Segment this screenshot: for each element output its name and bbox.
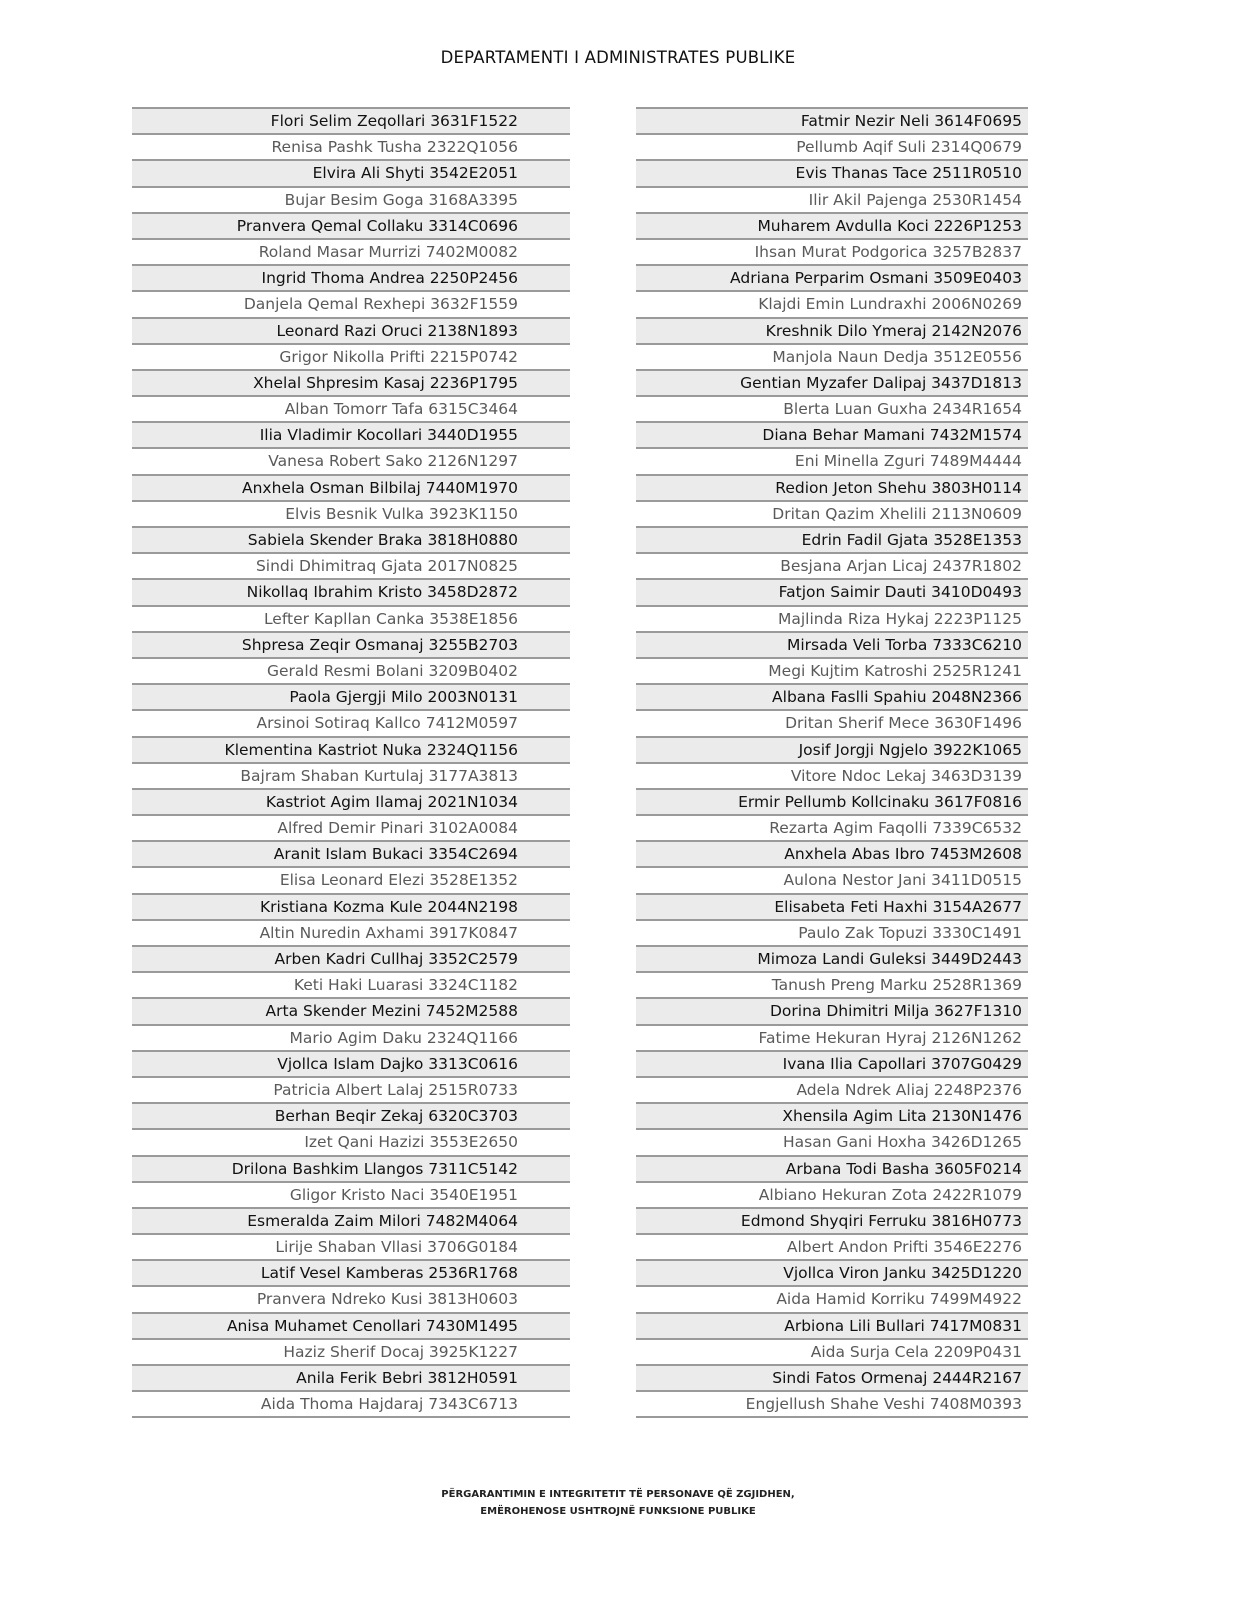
list-item: Paola Gjergji Milo 2003N0131 xyxy=(132,683,570,709)
list-item: Arbiona Lili Bullari 7417M0831 xyxy=(636,1312,1028,1338)
list-item: Mirsada Veli Torba 7333C6210 xyxy=(636,631,1028,657)
list-item: Gligor Kristo Naci 3540E1951 xyxy=(132,1181,570,1207)
list-item: Bujar Besim Goga 3168A3395 xyxy=(132,186,570,212)
list-item: Engjellush Shahe Veshi 7408M0393 xyxy=(636,1390,1028,1416)
list-item: Mimoza Landi Guleksi 3449D2443 xyxy=(636,945,1028,971)
list-item: Aida Hamid Korriku 7499M4922 xyxy=(636,1285,1028,1311)
list-item: Patricia Albert Lalaj 2515R0733 xyxy=(132,1076,570,1102)
list-item: Sindi Fatos Ormenaj 2444R2167 xyxy=(636,1364,1028,1390)
footer-line-2: EMËROHENOSE USHTROJNË FUNKSIONE PUBLIKE xyxy=(480,1506,756,1517)
list-item: Latif Vesel Kamberas 2536R1768 xyxy=(132,1259,570,1285)
list-item: Majlinda Riza Hykaj 2223P1125 xyxy=(636,605,1028,631)
list-item: Aranit Islam Bukaci 3354C2694 xyxy=(132,840,570,866)
list-item: Fatmir Nezir Neli 3614F0695 xyxy=(636,107,1028,133)
list-item: Pranvera Ndreko Kusi 3813H0603 xyxy=(132,1285,570,1311)
list-item: Gerald Resmi Bolani 3209B0402 xyxy=(132,657,570,683)
list-item: Gentian Myzafer Dalipaj 3437D1813 xyxy=(636,369,1028,395)
list-item: Tanush Preng Marku 2528R1369 xyxy=(636,971,1028,997)
list-item: Adela Ndrek Aliaj 2248P2376 xyxy=(636,1076,1028,1102)
list-item: Evis Thanas Tace 2511R0510 xyxy=(636,159,1028,185)
list-item: Albert Andon Prifti 3546E2276 xyxy=(636,1233,1028,1259)
list-item: Haziz Sherif Docaj 3925K1227 xyxy=(132,1338,570,1364)
list-item: Edrin Fadil Gjata 3528E1353 xyxy=(636,526,1028,552)
list-item: Mario Agim Daku 2324Q1166 xyxy=(132,1024,570,1050)
list-item: Elvira Ali Shyti 3542E2051 xyxy=(132,159,570,185)
list-item: Xhelal Shpresim Kasaj 2236P1795 xyxy=(132,369,570,395)
list-item: Albana Faslli Spahiu 2048N2366 xyxy=(636,683,1028,709)
list-item: Hasan Gani Hoxha 3426D1265 xyxy=(636,1128,1028,1154)
list-item: Pranvera Qemal Collaku 3314C0696 xyxy=(132,212,570,238)
list-item: Keti Haki Luarasi 3324C1182 xyxy=(132,971,570,997)
list-item: Lirije Shaban Vllasi 3706G0184 xyxy=(132,1233,570,1259)
list-item: Grigor Nikolla Prifti 2215P0742 xyxy=(132,343,570,369)
list-item: Arbana Todi Basha 3605F0214 xyxy=(636,1155,1028,1181)
list-item: Ivana Ilia Capollari 3707G0429 xyxy=(636,1050,1028,1076)
list-item: Kastriot Agim Ilamaj 2021N1034 xyxy=(132,788,570,814)
list-item: Elisabeta Feti Haxhi 3154A2677 xyxy=(636,893,1028,919)
list-item: Vanesa Robert Sako 2126N1297 xyxy=(132,447,570,473)
list-item: Anxhela Abas Ibro 7453M2608 xyxy=(636,840,1028,866)
left-name-list xyxy=(132,107,570,1418)
list-item: Kristiana Kozma Kule 2044N2198 xyxy=(132,893,570,919)
list-item: Megi Kujtim Katroshi 2525R1241 xyxy=(636,657,1028,683)
list-item: Renisa Pashk Tusha 2322Q1056 xyxy=(132,133,570,159)
list-item: Bajram Shaban Kurtulaj 3177A3813 xyxy=(132,762,570,788)
list-item: Klajdi Emin Lundraxhi 2006N0269 xyxy=(636,290,1028,316)
list-item: Elisa Leonard Elezi 3528E1352 xyxy=(132,866,570,892)
footer xyxy=(0,1486,1236,1520)
list-item: Albiano Hekuran Zota 2422R1079 xyxy=(636,1181,1028,1207)
list-item: Shpresa Zeqir Osmanaj 3255B2703 xyxy=(132,631,570,657)
list-item: Sindi Dhimitraq Gjata 2017N0825 xyxy=(132,552,570,578)
list-item: Lefter Kapllan Canka 3538E1856 xyxy=(132,605,570,631)
list-item: Pellumb Aqif Suli 2314Q0679 xyxy=(636,133,1028,159)
list-item: Ingrid Thoma Andrea 2250P2456 xyxy=(132,264,570,290)
list-item: Manjola Naun Dedja 3512E0556 xyxy=(636,343,1028,369)
list-item: Arta Skender Mezini 7452M2588 xyxy=(132,997,570,1023)
list-item: Drilona Bashkim Llangos 7311C5142 xyxy=(132,1155,570,1181)
list-item: Vjollca Islam Dajko 3313C0616 xyxy=(132,1050,570,1076)
footer-line-1: PËRGARANTIMIN E INTEGRITETIT TË PERSONAVE QË ZGJIDHEN, xyxy=(441,1489,795,1500)
list-item: Sabiela Skender Braka 3818H0880 xyxy=(132,526,570,552)
list-item: Ilia Vladimir Kocollari 3440D1955 xyxy=(132,421,570,447)
list-item: Aulona Nestor Jani 3411D0515 xyxy=(636,866,1028,892)
list-item: Danjela Qemal Rexhepi 3632F1559 xyxy=(132,290,570,316)
list-item: Berhan Beqir Zekaj 6320C3703 xyxy=(132,1102,570,1128)
list-item: Ermir Pellumb Kollcinaku 3617F0816 xyxy=(636,788,1028,814)
list-item: Anisa Muhamet Cenollari 7430M1495 xyxy=(132,1312,570,1338)
list-item: Edmond Shyqiri Ferruku 3816H0773 xyxy=(636,1207,1028,1233)
list-item: Elvis Besnik Vulka 3923K1150 xyxy=(132,500,570,526)
list-item: Nikollaq Ibrahim Kristo 3458D2872 xyxy=(132,578,570,604)
list-item: Alfred Demir Pinari 3102A0084 xyxy=(132,814,570,840)
list-item: Vitore Ndoc Lekaj 3463D3139 xyxy=(636,762,1028,788)
list-item: Arsinoi Sotiraq Kallco 7412M0597 xyxy=(132,709,570,735)
list-item: Ihsan Murat Podgorica 3257B2837 xyxy=(636,238,1028,264)
page-title: DEPARTAMENTI I ADMINISTRATES PUBLIKE xyxy=(440,48,796,67)
list-item: Rezarta Agim Faqolli 7339C6532 xyxy=(636,814,1028,840)
list-item: Anxhela Osman Bilbilaj 7440M1970 xyxy=(132,474,570,500)
list-end-rule xyxy=(636,1416,1028,1418)
list-item: Klementina Kastriot Nuka 2324Q1156 xyxy=(132,736,570,762)
list-item: Leonard Razi Oruci 2138N1893 xyxy=(132,317,570,343)
list-item: Aida Surja Cela 2209P0431 xyxy=(636,1338,1028,1364)
list-item: Izet Qani Hazizi 3553E2650 xyxy=(132,1128,570,1154)
list-item: Esmeralda Zaim Milori 7482M4064 xyxy=(132,1207,570,1233)
list-item: Diana Behar Mamani 7432M1574 xyxy=(636,421,1028,447)
right-name-list xyxy=(636,107,1028,1418)
list-item: Roland Masar Murrizi 7402M0082 xyxy=(132,238,570,264)
list-item: Fatjon Saimir Dauti 3410D0493 xyxy=(636,578,1028,604)
list-item: Altin Nuredin Axhami 3917K0847 xyxy=(132,919,570,945)
list-item: Dritan Sherif Mece 3630F1496 xyxy=(636,709,1028,735)
list-item: Adriana Perparim Osmani 3509E0403 xyxy=(636,264,1028,290)
list-item: Besjana Arjan Licaj 2437R1802 xyxy=(636,552,1028,578)
list-item: Ilir Akil Pajenga 2530R1454 xyxy=(636,186,1028,212)
list-item: Dritan Qazim Xhelili 2113N0609 xyxy=(636,500,1028,526)
list-item: Paulo Zak Topuzi 3330C1491 xyxy=(636,919,1028,945)
list-item: Eni Minella Zguri 7489M4444 xyxy=(636,447,1028,473)
list-item: Flori Selim Zeqollari 3631F1522 xyxy=(132,107,570,133)
list-item: Kreshnik Dilo Ymeraj 2142N2076 xyxy=(636,317,1028,343)
list-item: Dorina Dhimitri Milja 3627F1310 xyxy=(636,997,1028,1023)
list-item: Fatime Hekuran Hyraj 2126N1262 xyxy=(636,1024,1028,1050)
list-item: Aida Thoma Hajdaraj 7343C6713 xyxy=(132,1390,570,1416)
list-item: Arben Kadri Cullhaj 3352C2579 xyxy=(132,945,570,971)
list-item: Josif Jorgji Ngjelo 3922K1065 xyxy=(636,736,1028,762)
list-end-rule xyxy=(132,1416,570,1418)
list-item: Muharem Avdulla Koci 2226P1253 xyxy=(636,212,1028,238)
list-item: Vjollca Viron Janku 3425D1220 xyxy=(636,1259,1028,1285)
list-item: Xhensila Agim Lita 2130N1476 xyxy=(636,1102,1028,1128)
list-item: Alban Tomorr Tafa 6315C3464 xyxy=(132,395,570,421)
list-item: Anila Ferik Bebri 3812H0591 xyxy=(132,1364,570,1390)
list-item: Redion Jeton Shehu 3803H0114 xyxy=(636,474,1028,500)
list-item: Blerta Luan Guxha 2434R1654 xyxy=(636,395,1028,421)
